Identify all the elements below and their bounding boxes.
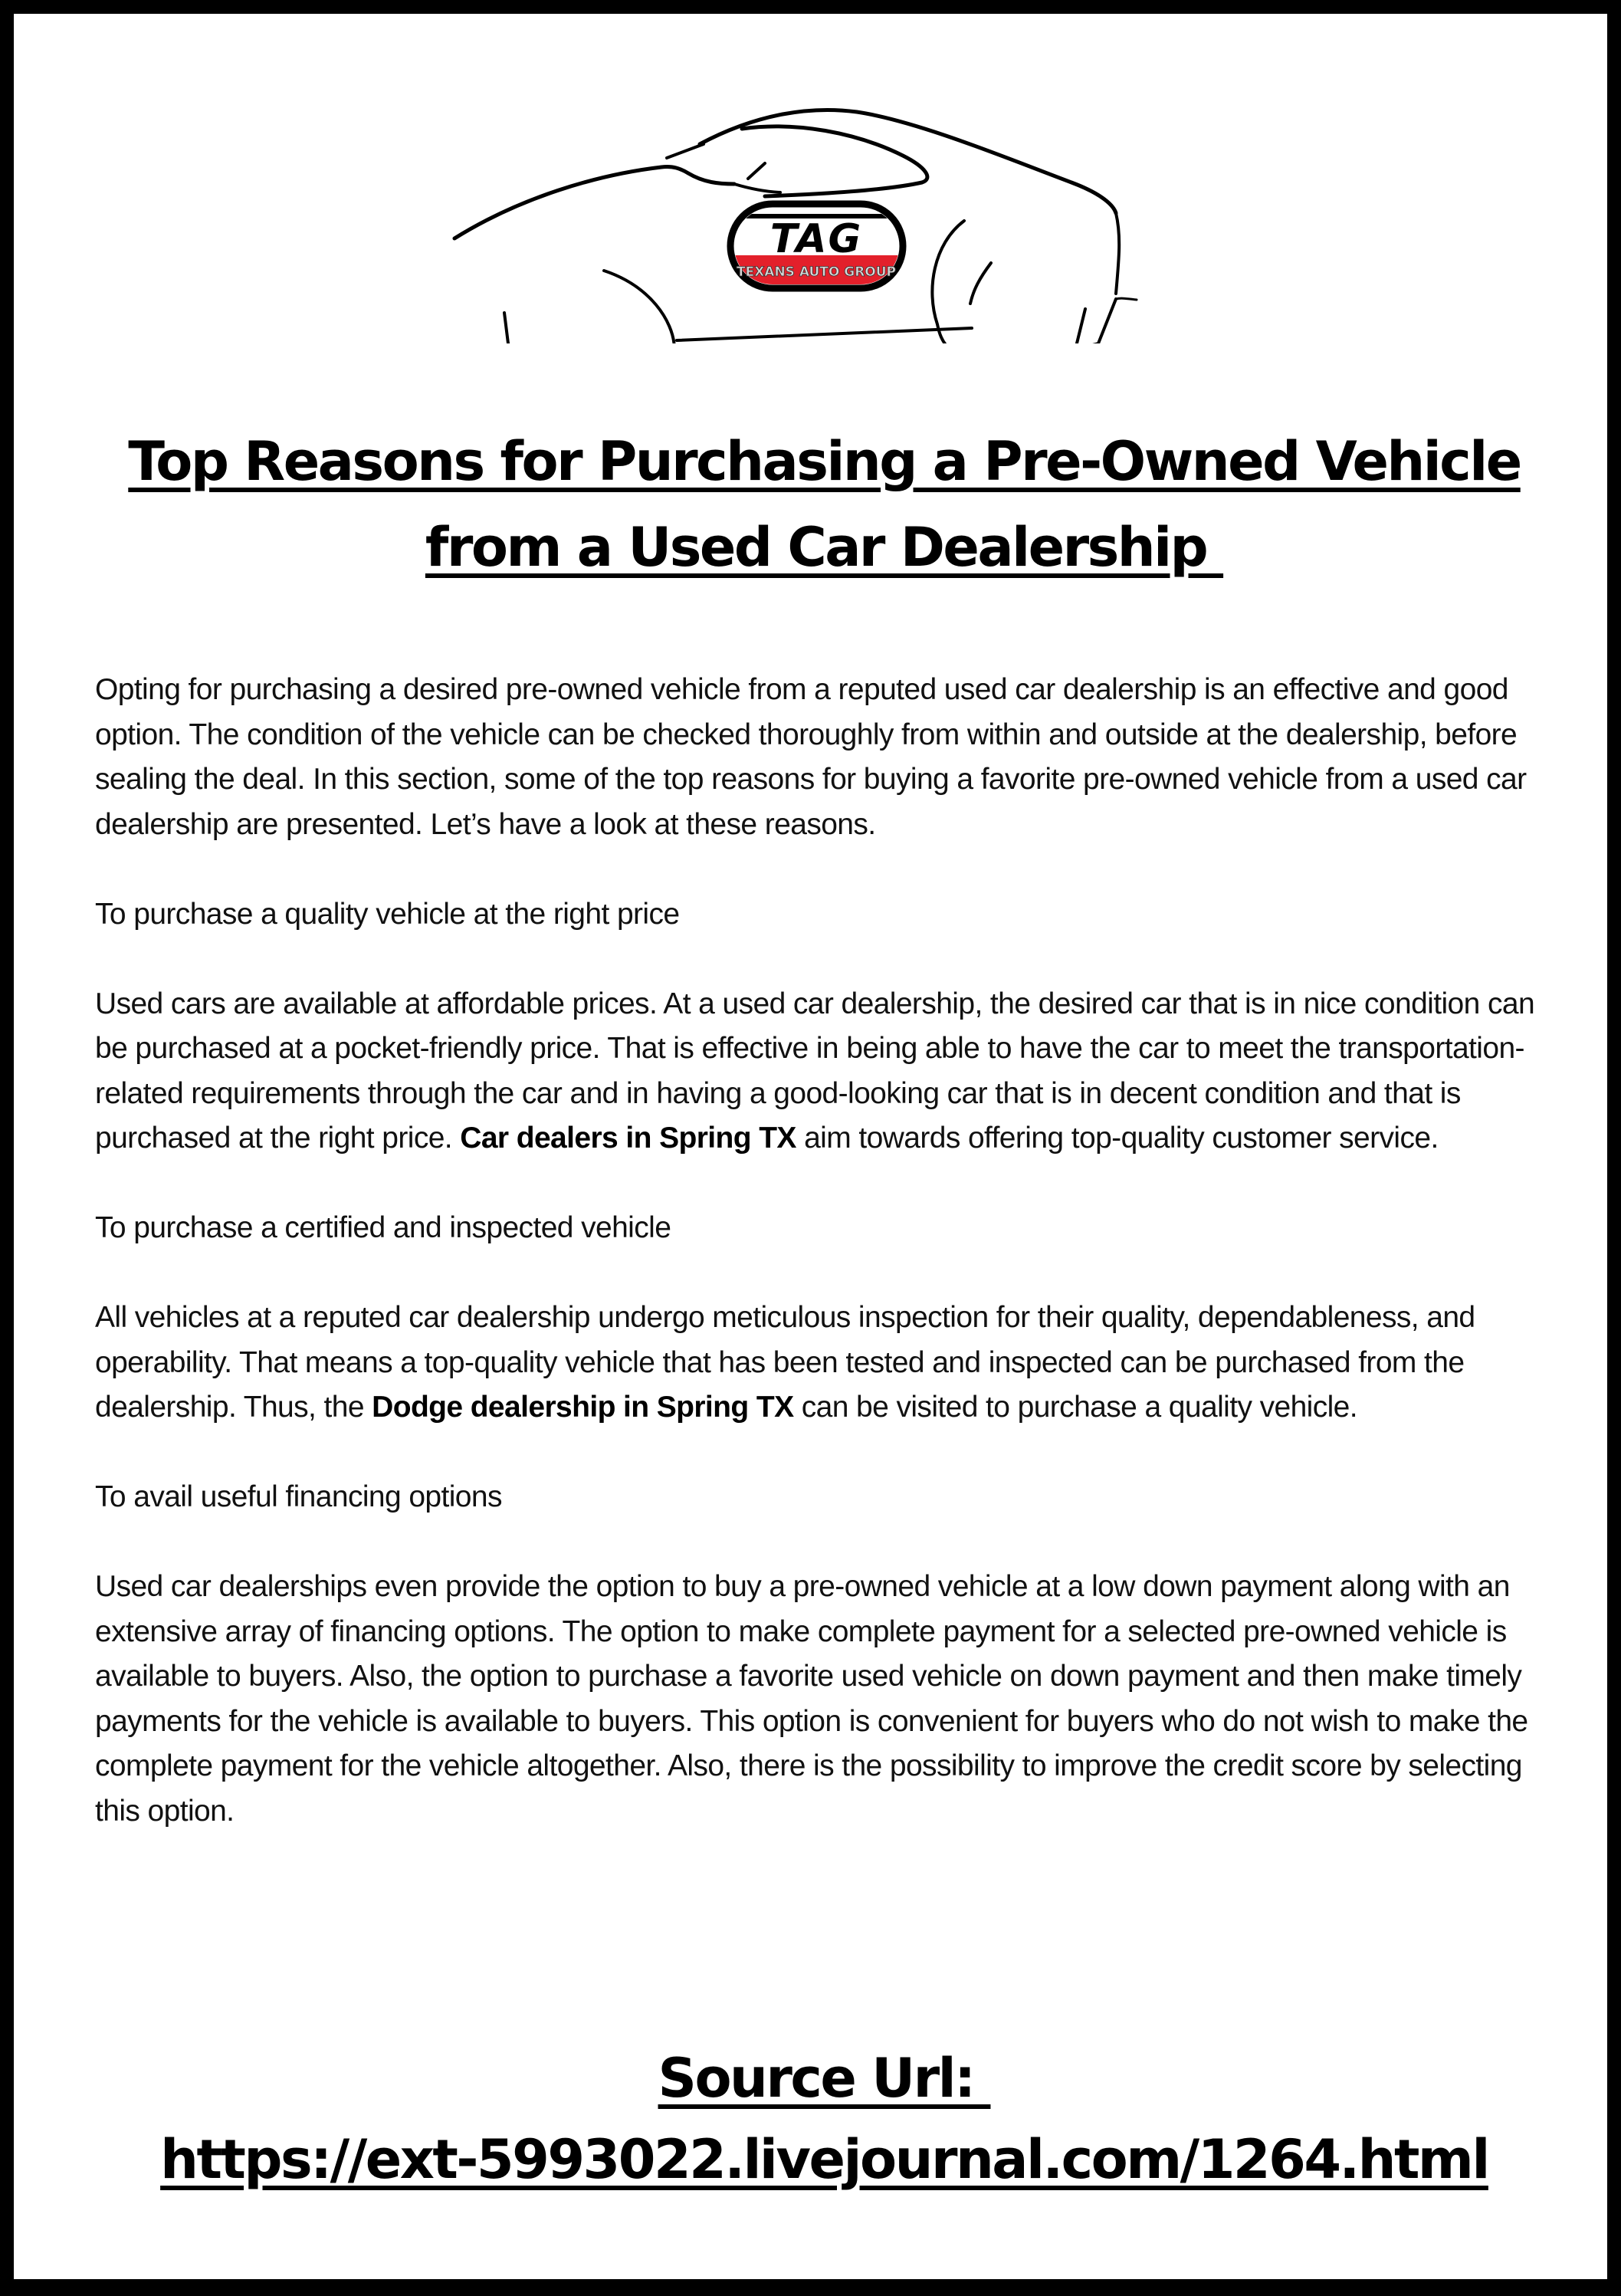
paragraph-text: All vehicles at a reputed car dealership undergo meticulous inspection for their quality, dependableness, and operability. That means a top-quality vehicle that has been tested and inspected can be purchased from the dealership. Thus, the xyxy=(95,1301,1475,1424)
car-outline-icon xyxy=(428,98,1286,343)
brand-mark-text: TAG xyxy=(769,216,863,262)
title-line-1: Top Reasons for Purchasing a Pre-Owned Vehicle xyxy=(128,430,1521,493)
section-paragraph xyxy=(95,1296,1567,1430)
keyword-link-car-dealers: Car dealers in Spring TX xyxy=(460,1122,796,1155)
section-heading: To purchase a quality vehicle at the right price xyxy=(95,897,680,931)
article-body xyxy=(95,668,1567,1879)
title-line-2: from a Used Car Dealership xyxy=(425,516,1224,579)
paragraph-text: Used cars are available at affordable prices. At a used car dealership, the desired car that is in nice condition can be purchased at a pocket-friendly price. That is effective in being able to have the car to meet the transportation-related requirements through the car and in having a good-looking car that is in decent condition and that is purchased at the right price. xyxy=(95,987,1535,1155)
paragraph-text: aim towards offering top-quality customer service. xyxy=(796,1122,1439,1155)
intro-paragraph: Opting for purchasing a desired pre-owned vehicle from a reputed used car dealership is an effective and good option. The condition of the vehicle can be checked thoroughly from within and outside at the dealership, before sealing the deal. In this section, some of the top reasons for buying a favorite pre-owned vehicle from a used car dealership are presented. Let’s have a look at these reasons. xyxy=(95,673,1527,841)
section-paragraph xyxy=(95,1565,1567,1834)
page-title xyxy=(60,419,1589,590)
section-heading: To avail useful financing options xyxy=(95,1480,502,1513)
paragraph-text: Used car dealerships even provide the option to buy a pre-owned vehicle at a low down payment along with an extensive array of financing options. The option to make complete payment for a selected pre-owned vehicle is available to buyers. Also, the option to purchase a favorite used vehicle on down payment and then make timely payments for the vehicle is available to buyers. This option is convenient for buyers who do not wish to make the complete payment for the vehicle altogether. Also, there is the possibility to improve the credit score by selecting this option. xyxy=(95,1570,1528,1828)
section-heading: To purchase a certified and inspected vehicle xyxy=(95,1211,671,1244)
brand-name-text: TEXANS AUTO GROUP xyxy=(736,264,897,280)
paragraph-text: can be visited to purchase a quality vehicle. xyxy=(793,1391,1358,1424)
tag-car-logo xyxy=(428,98,1286,343)
source-label: Source Url: xyxy=(658,2047,991,2110)
source-url-link[interactable]: https://ext-5993022.livejournal.com/1264.html xyxy=(160,2128,1488,2191)
tag-badge xyxy=(730,204,907,290)
keyword-link-dodge-dealership: Dodge dealership in Spring TX xyxy=(372,1391,794,1424)
section-paragraph xyxy=(95,982,1567,1161)
source-block xyxy=(60,2038,1589,2200)
